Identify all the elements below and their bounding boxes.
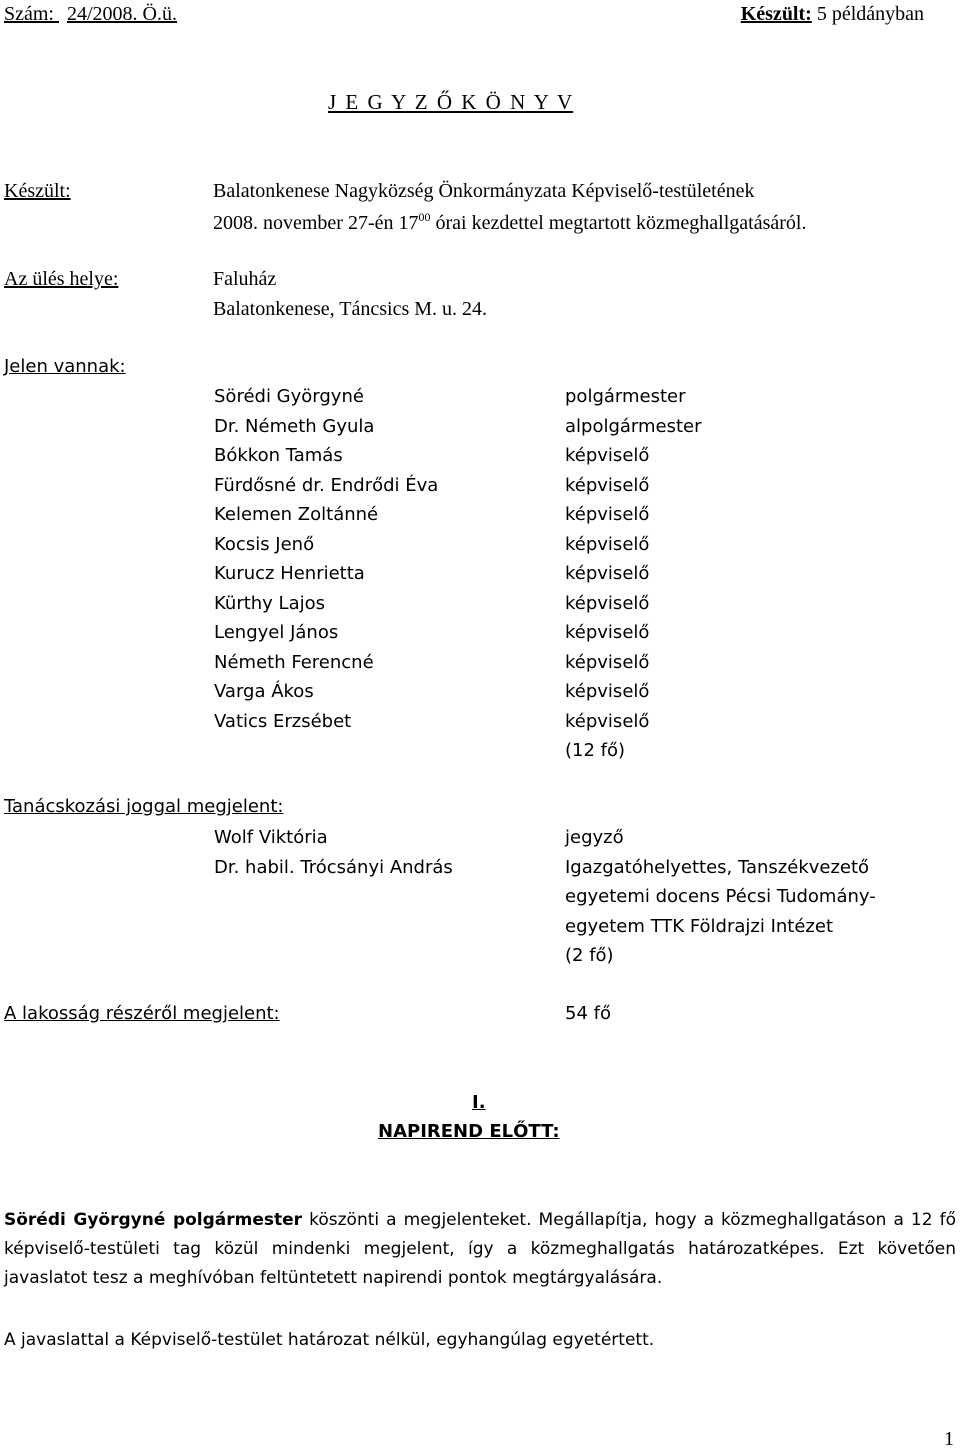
attendee-name: Varga Ákos: [214, 681, 314, 702]
body-paragraph-1: [4, 1206, 956, 1293]
attendee-name: Kurucz Henrietta: [214, 563, 365, 584]
attendee-role: képviselő: [565, 592, 650, 614]
copies-value: 5 példányban: [811, 3, 924, 25]
attendee-name: Németh Ferencné: [214, 651, 374, 673]
attendee-role: képviselő: [565, 533, 650, 555]
attendee-role: képviselő: [565, 504, 650, 525]
attendee-role: képviselő: [565, 622, 650, 643]
prepared-rest: órai kezdettel megtartott közmeghallgatásáról.: [430, 212, 807, 234]
prepared-time-sup: 00: [418, 210, 431, 224]
attendee-role: képviselő: [565, 445, 650, 466]
attendee-name: Bókkon Tamás: [214, 445, 343, 466]
venue-label: Az ülés helye:: [4, 268, 119, 290]
agenda-heading: NAPIREND ELŐTT:: [378, 1121, 560, 1142]
advisory-label: Tanácskozási joggal megjelent:: [4, 796, 284, 817]
prepared-line-1: Balatonkenese Nagyközség Önkormányzata Képviselő-testületének: [213, 180, 755, 202]
public-label: A lakosság részéről megjelent:: [4, 1003, 280, 1024]
attendees-label: Jelen vannak:: [4, 356, 126, 377]
prepared-label: Készült:: [4, 180, 71, 202]
copies-label: Készült:: [740, 3, 812, 25]
advisory-role: egyetem TTK Földrajzi Intézet: [565, 915, 833, 937]
attendee-role: képviselő: [565, 474, 650, 496]
attendee-role: alpolgármester: [565, 415, 702, 437]
prepared-date: 2008. november 27-én 17: [213, 212, 419, 234]
attendee-role: képviselő: [565, 563, 650, 584]
attendee-name: Sörédi Györgyné: [214, 386, 364, 407]
advisory-role: egyetemi docens Pécsi Tudomány-: [565, 886, 876, 907]
attendee-role: képviselő: [565, 681, 650, 702]
attendee-role: képviselő: [565, 710, 650, 732]
public-count: 54 fő: [565, 1003, 611, 1024]
attendee-name: Dr. Németh Gyula: [214, 415, 375, 437]
advisory-role: Igazgatóhelyettes, Tanszékvezető: [565, 856, 870, 878]
attendee-total: (12 fő): [565, 740, 626, 761]
attendee-role: polgármester: [565, 386, 686, 407]
advisory-total: (2 fő): [565, 945, 614, 966]
attendee-name: Lengyel János: [214, 622, 339, 643]
body-paragraph-2: A javaslattal a Képviselő-testület határozat nélkül, egyhangúlag egyetértett.: [4, 1330, 655, 1350]
venue-line-2: Balatonkenese, Táncsics M. u. 24.: [213, 298, 488, 320]
attendee-name: Kocsis Jenő: [214, 533, 315, 555]
venue-line-1: Faluház: [213, 268, 277, 290]
doc-number-label: Szám:: [4, 3, 59, 25]
attendee-name: Kelemen Zoltánné: [214, 504, 379, 525]
advisory-name: Wolf Viktória: [214, 827, 328, 848]
doc-number-value: 24/2008. Ö.ü.: [67, 3, 177, 25]
advisory-name: Dr. habil. Trócsányi András: [214, 856, 453, 878]
speaker-name: Sörédi Györgyné polgármester: [4, 1210, 303, 1230]
attendee-role: képviselő: [565, 651, 650, 673]
attendee-name: Kürthy Lajos: [214, 592, 326, 614]
agenda-number: I.: [472, 1092, 486, 1113]
advisory-role: jegyző: [565, 827, 624, 848]
attendee-name: Vatics Erzsébet: [214, 710, 352, 732]
page-number: 1: [944, 1428, 954, 1450]
attendee-name: Fürdősné dr. Endrődi Éva: [214, 474, 439, 496]
document-title: J E G Y Z Ő K Ö N Y V: [328, 90, 574, 114]
paragraph-text: köszönti a megjelenteket. Megállapítja, hogy a közmeghallgatáson a 12 fő képviselő-testületi tag közül mindenki megjelent, így a közmeghallgatás határozatképes. Ezt követően javaslatot tesz a meghívóban feltüntetett napirendi pontok megtárgyalására.: [4, 1210, 956, 1288]
